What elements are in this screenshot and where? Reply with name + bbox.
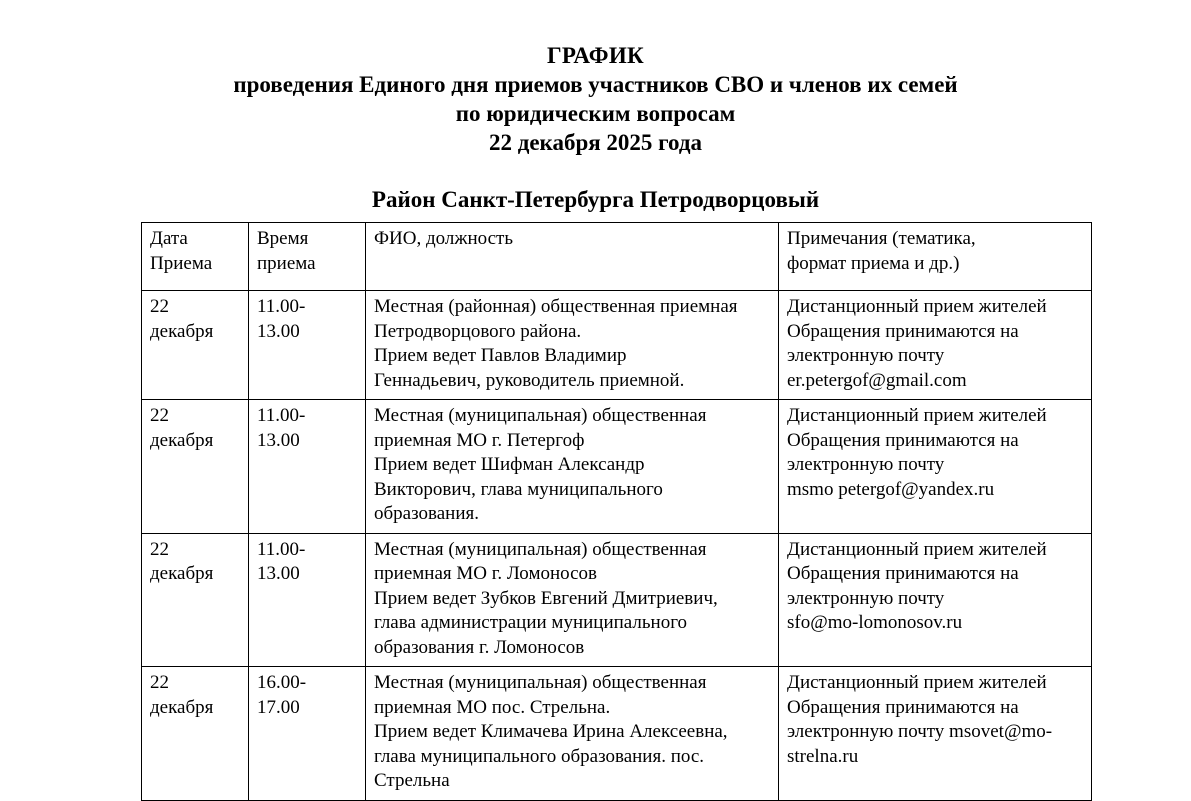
cell-person-line: Местная (муниципальная) общественная	[374, 672, 707, 693]
cell-notes	[779, 400, 1092, 534]
cell-notes-line: Обращения принимаются на	[787, 320, 1019, 342]
cell-time-line: 13.00	[257, 563, 300, 584]
cell-time	[249, 533, 366, 667]
cell-person-line: приемная МО г. Петергоф	[374, 429, 585, 451]
cell-person-line: Прием ведет Шифман Александр	[374, 454, 645, 475]
table-row	[142, 400, 1092, 534]
cell-notes-line: электронную почту	[787, 587, 945, 609]
cell-date	[142, 400, 249, 534]
cell-person-line: Геннадьевич, руководитель приемной.	[374, 369, 685, 391]
column-header-time	[249, 223, 366, 291]
schedule-table	[141, 222, 1092, 801]
cell-person-line: приемная МО г. Ломоносов	[374, 563, 598, 584]
cell-person	[366, 291, 779, 400]
cell-notes	[779, 533, 1092, 667]
column-header-notes-line-1: Примечания (тематика,	[787, 228, 976, 249]
cell-time-line: 11.00-	[257, 538, 306, 560]
cell-person-line: Прием ведет Климачева Ирина Алексеевна,	[374, 721, 728, 742]
cell-person-line: Местная (муниципальная) общественная	[374, 405, 707, 426]
column-header-date-line-2: Приема	[150, 252, 213, 274]
cell-notes	[779, 667, 1092, 801]
cell-person	[366, 667, 779, 801]
cell-time	[249, 291, 366, 400]
cell-person	[366, 400, 779, 534]
subtitle-line-2: по юридическим вопросам	[455, 101, 736, 126]
cell-time-line: 17.00	[257, 696, 300, 718]
cell-person-line: образования.	[374, 503, 479, 524]
cell-date-line: декабря	[150, 429, 214, 451]
table-row	[142, 291, 1092, 400]
cell-person	[366, 533, 779, 667]
cell-notes-line: электронную почту	[787, 345, 945, 366]
cell-person-line: Прием ведет Зубков Евгений Дмитриевич,	[374, 587, 718, 609]
subtitle-line-1: проведения Единого дня приемов участников СВО и членов их семей	[233, 72, 958, 97]
cell-date-line: декабря	[150, 320, 214, 342]
cell-person-line: образования г. Ломоносов	[374, 636, 585, 658]
cell-notes-email: электронную почту msovet@mo-	[787, 721, 1053, 742]
cell-person-line: приемная МО пос. Стрельна.	[374, 696, 611, 718]
cell-notes-line: Обращения принимаются на	[787, 429, 1019, 451]
cell-date-line: 22	[150, 405, 169, 426]
column-header-person	[366, 223, 779, 291]
table-header-row	[142, 223, 1092, 291]
cell-notes-line: Обращения принимаются на	[787, 563, 1019, 584]
page-title: ГРАФИК	[546, 43, 645, 68]
column-header-notes	[779, 223, 1092, 291]
cell-time-line: 16.00-	[257, 672, 307, 693]
cell-date-line: 22	[150, 296, 169, 317]
cell-time-line: 11.00-	[257, 405, 306, 426]
column-header-date-line-1: Дата	[150, 228, 188, 249]
cell-notes-line: Обращения принимаются на	[787, 696, 1019, 718]
title-block	[0, 0, 1191, 157]
table-row	[142, 667, 1092, 801]
cell-date	[142, 667, 249, 801]
cell-time	[249, 667, 366, 801]
cell-time-line: 13.00	[257, 429, 300, 451]
table-body	[142, 291, 1092, 801]
cell-person-line: Местная (районная) общественная приемная	[374, 296, 738, 317]
subtitle-line-3: 22 декабря 2025 года	[488, 130, 703, 155]
cell-notes	[779, 291, 1092, 400]
column-header-time-line-1: Время	[257, 228, 309, 249]
cell-person-line: Стрельна	[374, 770, 450, 791]
cell-time-line: 13.00	[257, 320, 300, 342]
cell-person-line: глава администрации муниципального	[374, 612, 688, 633]
cell-date-line: 22	[150, 538, 169, 560]
cell-time	[249, 400, 366, 534]
cell-notes-line: Дистанционный прием жителей	[787, 538, 1047, 560]
cell-person-line: Викторович, глава муниципального	[374, 478, 663, 500]
column-header-time-line-2: приема	[257, 252, 316, 274]
cell-notes-email: msmo petergof@yandex.ru	[787, 478, 995, 500]
cell-notes-line: Дистанционный прием жителей	[787, 672, 1047, 693]
district-heading: Район Санкт-Петербурга Петродворцовый	[371, 187, 820, 212]
cell-notes-line: Дистанционный прием жителей	[787, 405, 1047, 426]
cell-person-line: Петродворцового района.	[374, 320, 582, 342]
column-header-person-line-1: ФИО, должность	[374, 228, 514, 249]
cell-notes-email: strelna.ru	[787, 745, 859, 767]
cell-notes-email: sfo@mo-lomonosov.ru	[787, 612, 963, 633]
column-header-notes-line-2: формат приема и др.)	[787, 252, 960, 274]
table-row	[142, 533, 1092, 667]
cell-time-line: 11.00-	[257, 296, 306, 317]
schedule-table-wrapper	[141, 222, 1091, 801]
cell-notes-email: er.petergof@gmail.com	[787, 369, 967, 391]
cell-date	[142, 533, 249, 667]
cell-date-line: декабря	[150, 563, 214, 584]
cell-person-line: Местная (муниципальная) общественная	[374, 538, 707, 560]
cell-date	[142, 291, 249, 400]
table-header	[142, 223, 1092, 291]
cell-notes-line: электронную почту	[787, 454, 945, 475]
cell-date-line: 22	[150, 672, 169, 693]
cell-notes-line: Дистанционный прием жителей	[787, 296, 1047, 317]
cell-person-line: Прием ведет Павлов Владимир	[374, 345, 627, 366]
cell-date-line: декабря	[150, 696, 214, 718]
column-header-date	[142, 223, 249, 291]
cell-person-line: глава муниципального образования. пос.	[374, 745, 705, 767]
